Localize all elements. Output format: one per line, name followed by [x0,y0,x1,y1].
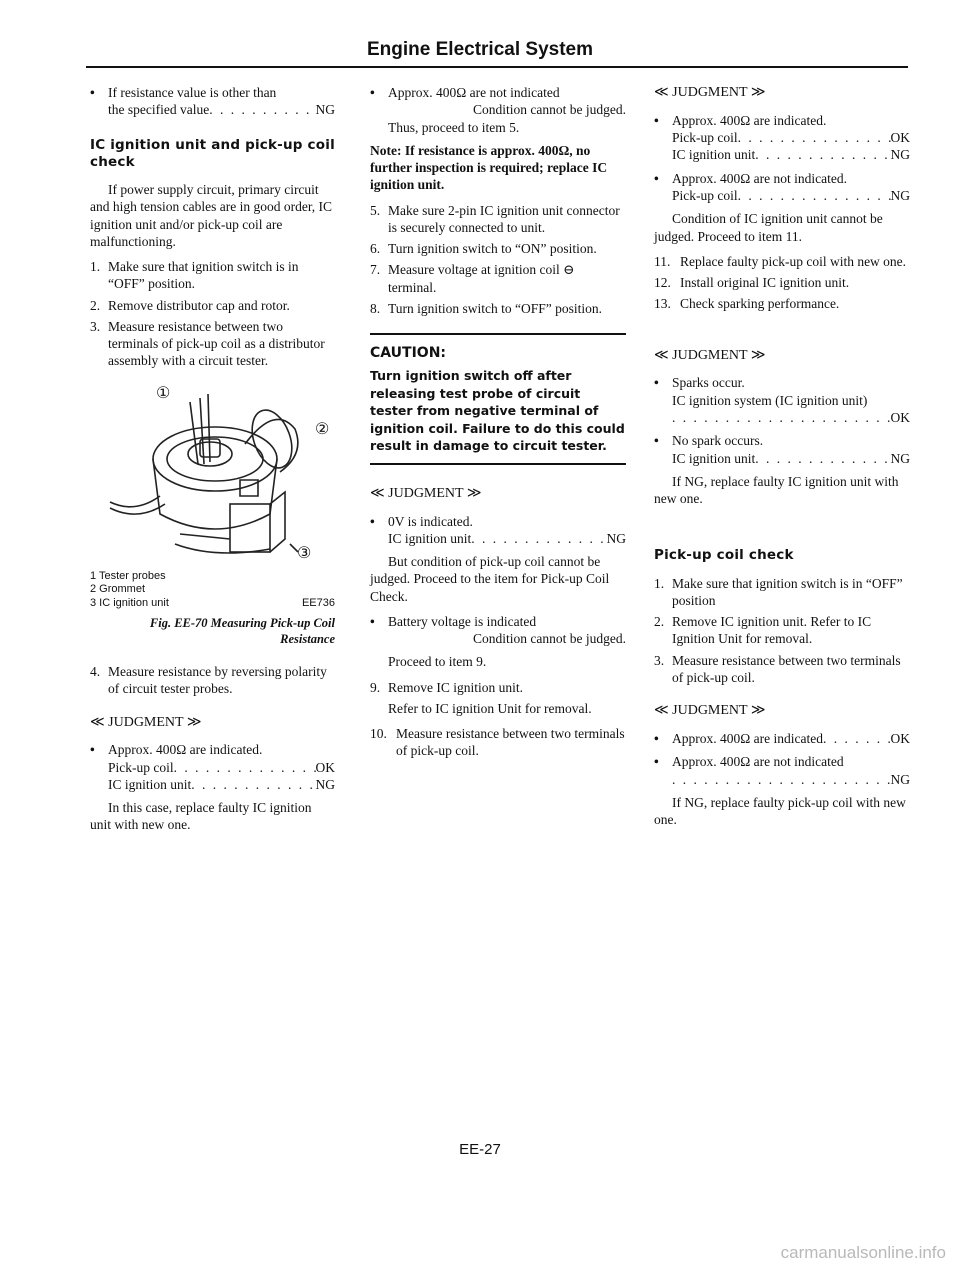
step-1: 1. Make sure that ignition switch is in “OFF” position. [90,259,299,292]
note-paragraph: Note: If resistance is approx. 400Ω, no further inspection is required; replace IC ignition unit. [370,142,608,193]
step-7: 7. Measure voltage at ignition coil ⊖ terminal. [370,262,575,295]
bullet-text: • If resistance value is other than [108,85,277,100]
proceed-text: Proceed to item 9. [388,654,487,670]
bullet-resistance-other [90,84,335,119]
judgment-bullet: • Sparks occur. IC ignition system (IC ignition unit) . . . OK [654,374,910,426]
page-number: EE-27 [459,1141,501,1158]
leader-line: Pick-up coil . . . OK [108,759,335,776]
judgment-heading: ≪ JUDGMENT ≫ [654,347,766,363]
bullet-proceed: Thus, proceed to item 5. [388,119,520,135]
step-3: 3. Measure resistance between two terminals of pick-up coil as a distributor assembly with a circuit tester. [90,318,325,369]
caution-box [370,333,626,464]
caution-text: Turn ignition switch off after releasing test probe of circuit tester from negative terminal of ignition coil. Failure to do this could result in damage to circuit tester. [370,368,625,454]
condition-paragraph: Condition of IC ignition unit cannot be judged. Proceed to item 11. [654,211,883,244]
distributor-figure [90,384,335,564]
leader-line: Pick-up coil . . . NG [672,187,910,204]
pickup-step-1: 1. Make sure that ignition switch is in “OFF” position [654,575,903,608]
watermark-text: carmanualsonline.info [780,1243,946,1263]
step-5: 5. Make sure 2-pin IC ignition unit connector is securely connected to unit. [370,202,620,235]
callout-1: ① [156,384,171,402]
judgment-bullet [654,730,910,747]
step-11: 11. Replace faulty pick-up coil with new one. [654,253,907,269]
callout-2: ② [315,420,330,438]
judgment-note: In this case, replace faulty IC ignition unit with new one. [90,800,312,833]
leader-line: IC ignition unit . . . NG [388,530,626,547]
step-6: 6. Turn ignition switch to “ON” position. [370,241,597,257]
leader-line: . . . NG [672,771,910,788]
step-9: 9. Remove IC ignition unit. [370,679,523,695]
judgment-bullet: • 0V is indicated. IC ignition unit . . . NG [370,513,626,548]
leader-line [108,101,335,118]
pickup-step-2: 2. Remove IC ignition unit. Refer to IC Ignition Unit for removal. [654,614,872,647]
column-right [654,84,910,836]
judgment-heading: ≪ JUDGMENT ≫ [370,485,482,501]
judgment-paragraph: But condition of pick-up coil cannot be judged. Proceed to the item for Pick-up Coil Check. [370,554,610,604]
judgment-bullet: • Approx. 400Ω are not indicated. Pick-up coil . . . NG [654,170,910,205]
leader-line: Pick-up coil . . . OK [672,129,910,146]
leader-line: . . . OK [672,409,910,426]
judgment-heading: ≪ JUDGMENT ≫ [90,714,202,730]
legend-item: 2 Grommet [90,583,146,596]
judgment-bullet: • Approx. 400Ω are not indicated . . . NG [654,753,910,788]
pickup-step-3: 3. Measure resistance between two terminals of pick-up coil. [654,652,901,685]
step-2: 2. Remove distributor cap and rotor. [90,297,290,313]
distributor-illustration [90,384,335,564]
step-13: 13. Check sparking performance. [654,296,840,312]
judgment-heading: ≪ JUDGMENT ≫ [654,85,766,100]
legend-row [90,597,335,611]
step-9-sub: Refer to IC ignition Unit for removal. [388,700,592,716]
leader-line: IC ignition unit . . . NG [672,146,910,163]
judgment-bullet: • No spark occurs. IC ignition unit . . . NG [654,432,910,467]
step-4: 4. Measure resistance by reversing polarity of circuit tester probes. [90,663,327,697]
step-8: 8. Turn ignition switch to “OFF” position. [370,300,603,316]
column-left [90,84,335,842]
bullet-result: Condition cannot be judged. [473,102,626,118]
judgment-bullet: • Approx. 400Ω are indicated. Pick-up coil . . . OK IC ignition unit . . . NG [654,112,910,164]
judgment-heading: ≪ JUDGMENT ≫ [654,703,766,719]
final-paragraph: If NG, replace faulty pick-up coil with new one. [654,794,906,828]
figure-legend [90,570,335,611]
leader-label: the specified value [108,102,210,118]
section-heading-pickup-coil: Pick-up coil check [654,547,794,564]
legend-code: EE736 [301,597,335,610]
intro-paragraph: If power supply circuit, primary circuit and high tension cables are in good order, IC ignition unit and/or pick-up coil are malfunctioning. [90,182,333,249]
judgment-bullet: • Approx. 400Ω are indicated. Pick-up coil . . . OK IC ignition unit . . . NG [90,741,335,793]
caution-title: CAUTION: [370,345,447,362]
leader-line: • Approx. 400Ω are indicated . . . OK [672,730,910,747]
step-12: 12. Install original IC ignition unit. [654,275,850,291]
page-header-title: Engine Electrical System [367,39,593,60]
leader-line: IC ignition unit . . . NG [672,450,910,467]
leader-result: NG [315,102,335,118]
legend-item: 1 Tester probes [90,569,166,582]
legend-item: 3 IC ignition unit [90,597,169,610]
figure-caption: Fig. EE-70 Measuring Pick-up Coil Resistance [149,615,335,646]
spark-paragraph: If NG, replace faulty IC ignition unit with new one. [654,473,899,507]
callout-3: ③ [297,544,312,562]
column-middle [370,84,626,764]
judgment-bullet: • Battery voltage is indicated Condition cannot be judged. [370,613,626,648]
step-10: 10. Measure resistance between two terminals of pick-up coil. [370,726,625,759]
section-heading-ic-ignition: IC ignition unit and pick-up coil check [90,136,335,170]
bullet-not-indicated: • Approx. 400Ω are not indicated Condition cannot be judged. Thus, proceed to item 5. [370,84,626,136]
header-rule [86,66,908,68]
leader-line: IC ignition unit . . . NG [108,776,335,793]
